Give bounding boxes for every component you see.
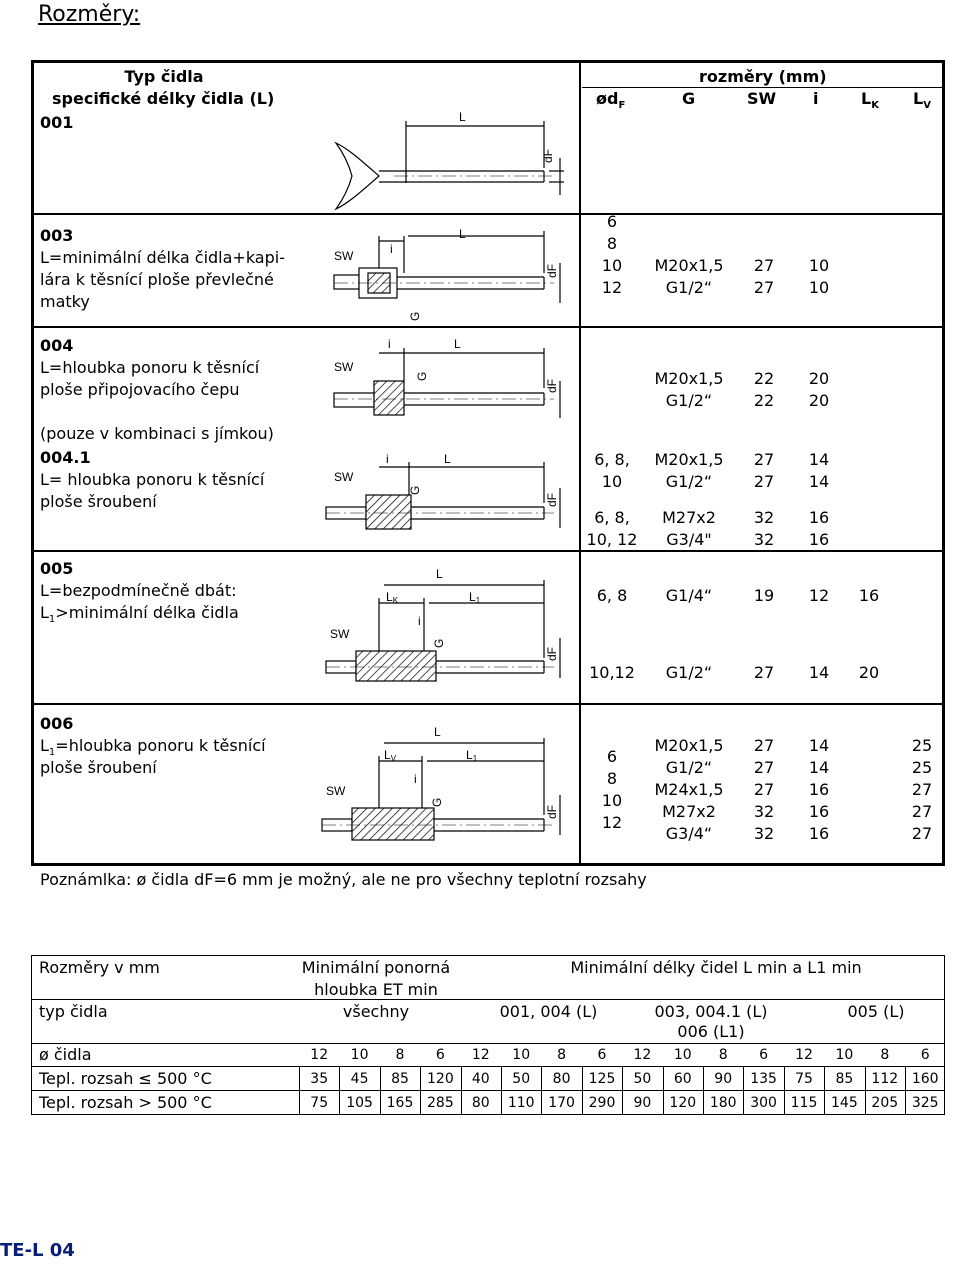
drawing-005-L: L xyxy=(436,567,443,581)
min-h-ponorna-2: hloubka ET min xyxy=(314,980,438,999)
min-cell-diam-9: 10 xyxy=(673,1047,692,1063)
min-cell-diam-1: 10 xyxy=(350,1047,369,1063)
min-cell-diam-15: 6 xyxy=(920,1047,930,1063)
row-005-desc-2: $L_1>minimá\ln í$ délka čidla xyxy=(40,603,239,626)
dimensions-frame xyxy=(31,60,945,866)
min-cell-diam-8: 12 xyxy=(633,1047,652,1063)
row-005-b-df: 10,12 xyxy=(589,663,635,682)
min-length-table xyxy=(31,955,945,1115)
drawing-003 xyxy=(334,231,560,303)
min-cell-diam-11: 6 xyxy=(759,1047,769,1063)
header-col-sw: SW xyxy=(747,89,777,108)
row-006-i: 14 14 16 16 16 xyxy=(808,736,830,843)
drawing-001-L: L xyxy=(459,110,466,124)
min-diam-label: ø čidla xyxy=(39,1045,92,1064)
drawing-005-i: i xyxy=(418,614,421,628)
min-cell-diam-7: 6 xyxy=(597,1047,607,1063)
row-0041-b-df: 6, 8, 10, 12 xyxy=(586,508,638,549)
header-col-g: G xyxy=(682,89,696,108)
row-005-a-i: 12 xyxy=(808,586,830,605)
min-h-rozmery: Rozměry v mm xyxy=(39,958,160,977)
drawing-003-G: G xyxy=(408,311,422,321)
min-cell-diam-14: 8 xyxy=(880,1047,890,1063)
min-cell-t500p-0: 75 xyxy=(310,1095,329,1111)
row-006-desc-2: ploše šroubení xyxy=(40,758,157,777)
min-h-ponorna-1: Minimální ponorná xyxy=(301,958,451,977)
min-h-delky: Minimální délky čidel L min a L1 min xyxy=(570,958,862,977)
min-cell-t500-6: 80 xyxy=(552,1071,571,1087)
row-0041-a-df: 6, 8, 10 xyxy=(594,450,630,491)
row-004-sw: 22 22 xyxy=(753,369,775,410)
min-cell-t500-2: 85 xyxy=(391,1071,409,1087)
row-006-lv: 25 25 27 27 27 xyxy=(911,736,933,843)
row-0041-a-sw: 27 27 xyxy=(753,450,775,491)
min-cell-diam-13: 10 xyxy=(835,1047,854,1063)
min-cell-t500-8: 50 xyxy=(633,1071,652,1087)
min-cell-t500-12: 75 xyxy=(795,1071,813,1087)
row-004-desc-2: ploše připojovacího čepu xyxy=(40,380,240,399)
row-003-desc-3: matky xyxy=(40,292,90,311)
drawing-004-SW: SW xyxy=(334,360,354,374)
drawing-0041-dF: dF xyxy=(545,492,559,507)
row-004-g: M20x1,5 G1/2“ xyxy=(654,369,724,410)
min-cell-t500-0: 35 xyxy=(310,1071,329,1087)
footer-code: TE-L 04 xyxy=(0,1240,75,1261)
drawing-004-i: i xyxy=(388,337,391,351)
row-004-code: 004 xyxy=(40,336,74,355)
row-005-a-g: G1/4“ xyxy=(665,586,713,605)
row-005-code: 005 xyxy=(40,559,74,578)
min-typ-a: 001, 004 (L) xyxy=(499,1002,598,1021)
drawing-003-L: L xyxy=(459,227,466,241)
min-cell-t500p-10: 180 xyxy=(709,1095,737,1111)
min-cell-diam-6: 8 xyxy=(557,1047,567,1063)
row-0041-b-sw: 32 32 xyxy=(753,508,775,549)
drawing-006-LV: LV xyxy=(384,748,397,763)
min-cell-t500p-13: 145 xyxy=(831,1095,858,1111)
row-005-b-lk: 20 xyxy=(858,663,880,682)
row-0041-a-g: M20x1,5 G1/2“ xyxy=(654,450,724,491)
min-cell-t500p-1: 105 xyxy=(346,1095,373,1111)
page-title: Rozměry: xyxy=(38,2,141,27)
drawing-006-L1: L1 xyxy=(466,748,478,763)
drawing-005-LK: LK xyxy=(386,590,399,605)
drawing-004-dF: dF xyxy=(545,378,559,393)
min-cell-diam-5: 10 xyxy=(512,1047,531,1063)
min-cell-t500p-8: 90 xyxy=(633,1095,652,1111)
min-cell-diam-0: 12 xyxy=(310,1047,329,1063)
drawing-003-dF: dF xyxy=(545,263,559,278)
row-003-code: 003 xyxy=(40,226,74,245)
min-cell-t500p-5: 110 xyxy=(507,1095,535,1111)
drawing-006-L: L xyxy=(434,725,441,739)
min-cell-t500-7: 125 xyxy=(588,1071,616,1087)
min-cell-t500-15: 160 xyxy=(911,1071,939,1087)
min-cell-t500p-2: 165 xyxy=(386,1095,414,1111)
min-cell-t500-1: 45 xyxy=(350,1071,369,1087)
drawing-0041-G: G xyxy=(408,485,422,495)
row-005-a-lk: 16 xyxy=(858,586,880,605)
sensor-drawings xyxy=(34,63,942,863)
row-005-a-sw: 19 xyxy=(753,586,775,605)
min-cell-t500p-7: 290 xyxy=(588,1095,616,1111)
min-cell-t500p-12: 115 xyxy=(790,1095,818,1111)
min-typ-b-2: 006 (L1) xyxy=(677,1022,745,1041)
row-005-desc-1: L=bezpodmínečně dbát: xyxy=(40,581,237,600)
row-004-desc-3: (pouze v kombinaci s jímkou) xyxy=(40,424,274,443)
min-t500p-label: Tepl. rozsah > 500 °C xyxy=(39,1093,212,1112)
header-rozmery: rozměry (mm) xyxy=(699,67,827,86)
row-0041-desc-1: L= hloubka ponoru k těsnící xyxy=(40,470,265,489)
row-0041-a-i: 14 14 xyxy=(808,450,830,491)
drawing-0041-L: L xyxy=(444,452,451,466)
min-cell-t500-14: 112 xyxy=(871,1071,899,1087)
min-cell-diam-2: 8 xyxy=(395,1047,405,1063)
row-003-sw: 27 27 xyxy=(753,256,775,297)
drawing-004 xyxy=(334,348,560,418)
row-004-i: 20 20 xyxy=(808,369,830,410)
min-typ-c: 005 (L) xyxy=(847,1002,905,1021)
drawing-0041 xyxy=(326,462,560,529)
min-typ-label: typ čidla xyxy=(39,1002,108,1021)
drawing-006-G: G xyxy=(430,797,444,807)
row-005-b-g: G1/2“ xyxy=(665,663,713,682)
row-004-desc-1: L=hloubka ponoru k těsnící xyxy=(40,358,260,377)
min-cell-t500-11: 135 xyxy=(750,1071,777,1087)
min-typ-b-1: 003, 004.1 (L) xyxy=(654,1002,768,1021)
row-005-b-i: 14 xyxy=(808,663,830,682)
min-cell-t500-13: 85 xyxy=(835,1071,854,1087)
header-col-i: i xyxy=(813,89,819,108)
drawing-003-i: i xyxy=(390,242,393,256)
min-cell-diam-4: 12 xyxy=(471,1047,490,1063)
min-cell-t500-10: 90 xyxy=(714,1071,733,1087)
min-cell-t500-5: 50 xyxy=(512,1071,531,1087)
row-0041-code: 004.1 xyxy=(40,448,91,467)
row-003-desc-1: L=minimální délka čidla+kapi- xyxy=(40,248,285,267)
min-typ-vse: všechny xyxy=(342,1002,410,1021)
min-cell-t500-4: 40 xyxy=(471,1071,490,1087)
row-0041-b-i: 16 16 xyxy=(808,508,830,549)
row-006-code: 006 xyxy=(40,714,74,733)
drawing-001 xyxy=(336,121,564,209)
min-cell-t500p-4: 80 xyxy=(471,1095,490,1111)
header-col-df: $ød_F$ xyxy=(596,89,626,112)
min-cell-diam-12: 12 xyxy=(795,1047,813,1063)
row-006-desc-1: $L_1=hloubka$ ponoru k těsnící xyxy=(40,736,266,759)
row-003-desc-2: lára k těsnící ploše převlečné xyxy=(40,270,274,289)
min-cell-diam-3: 6 xyxy=(435,1047,445,1063)
row-0041-desc-2: ploše šroubení xyxy=(40,492,157,511)
row-006-df: 6 8 10 12 xyxy=(601,747,623,832)
min-cell-t500p-15: 325 xyxy=(911,1095,939,1111)
row-005-a-df: 6, 8 xyxy=(596,586,628,605)
row-003-g: M20x1,5 G1/2“ xyxy=(654,256,724,297)
drawing-0041-i: i xyxy=(386,452,389,466)
row-006-sw: 27 27 27 32 32 xyxy=(753,736,775,843)
drawing-006-dF: dF xyxy=(545,804,559,819)
note: Poznámlka: ø čidla dF=6 mm je možný, ale ne pro všechny teplotní rozsahy xyxy=(40,870,647,889)
row-0041-b-g: M27x2 G3/4" xyxy=(662,508,716,549)
min-cell-diam-10: 8 xyxy=(718,1047,728,1063)
min-t500-label: Tepl. rozsah ≤ 500 °C xyxy=(39,1069,212,1088)
drawing-003-SW: SW xyxy=(334,249,354,263)
header-col-lv: $L_V$ xyxy=(913,89,931,112)
drawing-001-dF: dF xyxy=(541,148,555,163)
header-typ: Typ čidla xyxy=(124,67,204,86)
header-spec: specifické délky čidla (L) xyxy=(52,89,275,108)
drawing-006 xyxy=(322,738,560,840)
min-cell-t500-9: 60 xyxy=(673,1071,692,1087)
drawing-005 xyxy=(326,580,560,681)
drawing-005-L1: L1 xyxy=(469,590,481,605)
min-cell-t500p-6: 170 xyxy=(548,1095,575,1111)
min-cell-t500p-11: 300 xyxy=(750,1095,777,1111)
row-005-b-sw: 27 xyxy=(753,663,775,682)
min-cell-t500-3: 120 xyxy=(427,1071,454,1087)
min-cell-t500p-14: 205 xyxy=(871,1095,899,1111)
row-006-g: M20x1,5 G1/2“ M24x1,5 M27x2 G3/4“ xyxy=(654,736,724,843)
drawing-005-dF: dF xyxy=(545,646,559,661)
drawing-005-G: G xyxy=(432,638,446,648)
row-003-df: 6 8 10 12 xyxy=(601,212,623,297)
row-001-code: 001 xyxy=(40,113,74,132)
min-cell-t500p-3: 285 xyxy=(427,1095,454,1111)
row-003-i: 10 10 xyxy=(808,256,830,297)
drawing-004-G: G xyxy=(415,371,429,381)
drawing-004-L: L xyxy=(454,337,461,351)
drawing-006-SW: SW xyxy=(326,784,346,798)
header-col-lk: $L_K$ xyxy=(861,89,879,112)
drawing-0041-SW: SW xyxy=(334,470,354,484)
min-cell-t500p-9: 120 xyxy=(669,1095,697,1111)
drawing-006-i: i xyxy=(414,772,417,786)
drawing-005-SW: SW xyxy=(330,627,350,641)
